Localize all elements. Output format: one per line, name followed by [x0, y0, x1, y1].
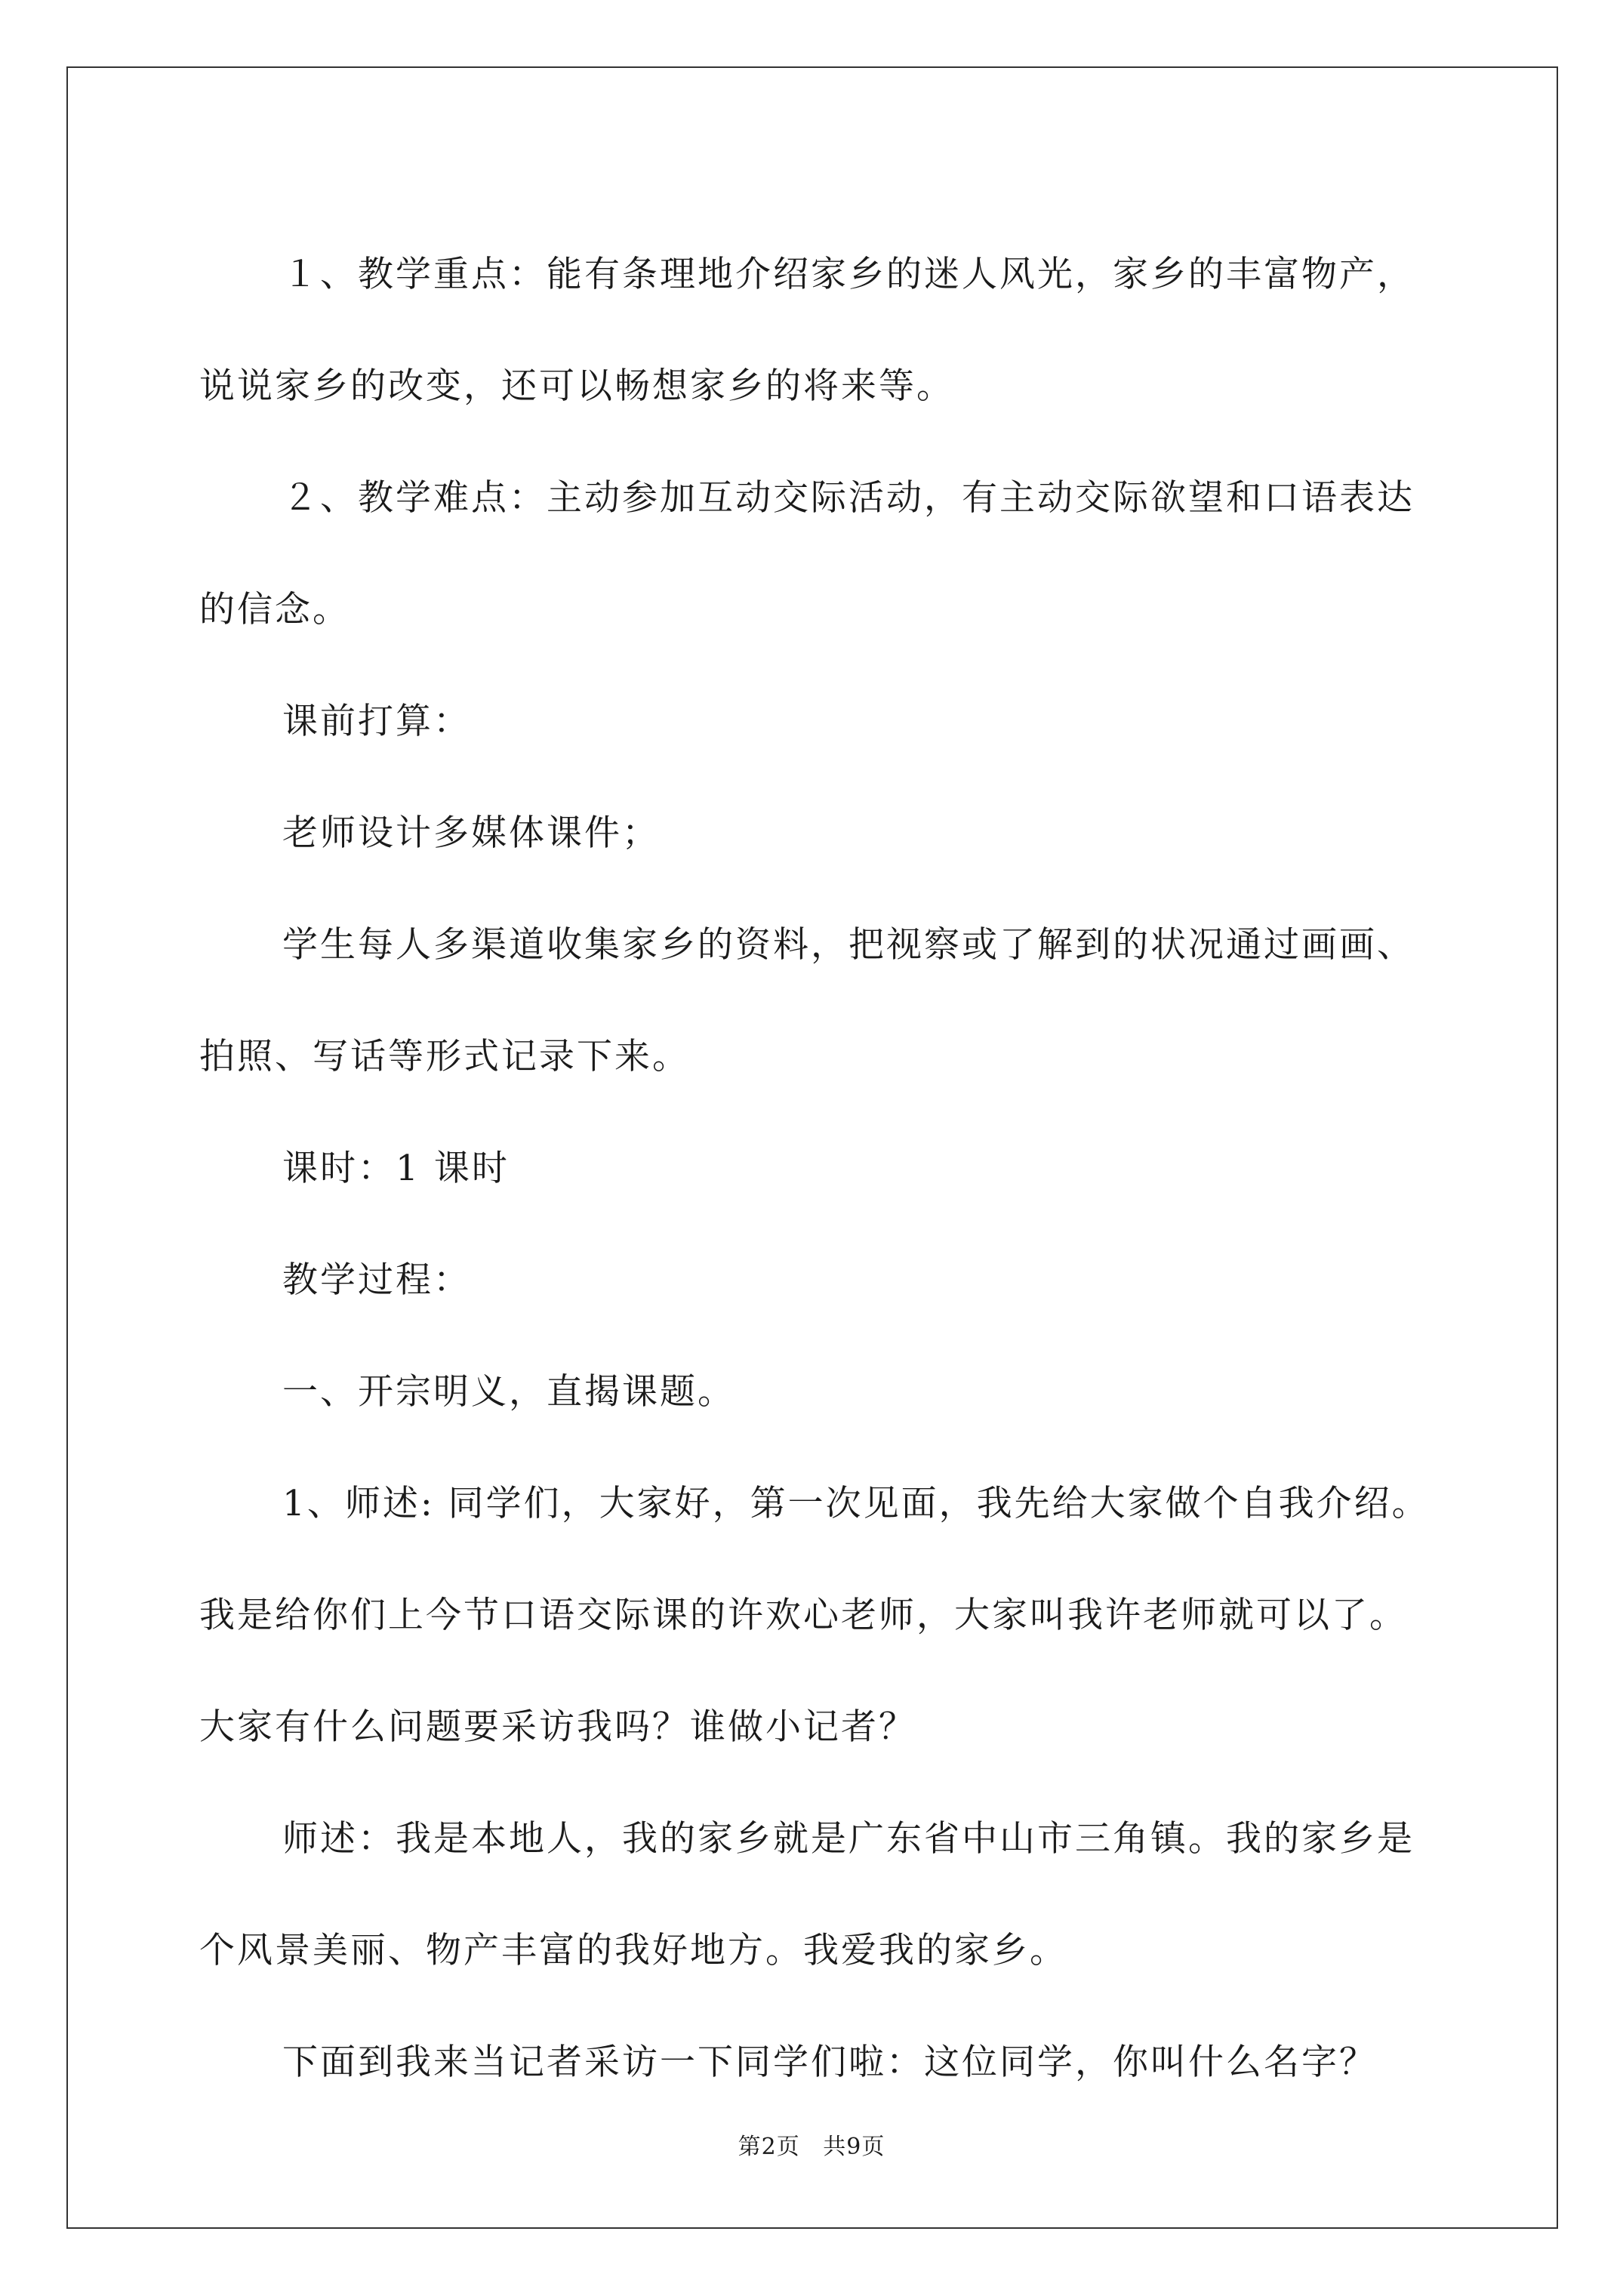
- paragraph-teacher-intro: 1、师述: 同学们，大家好，第一次见面，我先给大家做个自我介绍。我是给你们上今节口语交际课的许欢心老师，大家叫我许老师就可以了。大家有什么问题要采访我吗？谁做小记者？: [199, 1483, 1430, 1748]
- paragraph-teacher-prep: 老师设计多媒体课件；: [282, 812, 660, 854]
- page-number-current: 第2页: [738, 2134, 800, 2160]
- paragraph-student-prep: 学生每人多渠道收集家乡的资料，把视察或了解到的状况通过画画、拍照、写话等形式记录下来。: [199, 924, 1415, 1077]
- paragraph-section-one: 一、开宗明义，直揭课题。: [282, 1371, 735, 1413]
- page-footer: [0, 2128, 1623, 2161]
- paragraph-interview: 下面到我来当记者采访一下同学们啦：这位同学，你叫什么名字？: [282, 2042, 1377, 2083]
- paragraph-teaching-difficulty: ２、教学难点：主动参加互动交际活动，有主动交际欲望和口语表达的信念。: [199, 477, 1415, 630]
- paragraph-preparation-heading: 课前打算：: [282, 701, 471, 742]
- paragraph-class-hours: 课时：1 课时: [282, 1148, 510, 1189]
- document-body: [199, 219, 1437, 2119]
- paragraph-teaching-focus: １、教学重点：能有条理地介绍家乡的迷人风光，家乡的丰富物产，说说家乡的改变，还可以畅想家乡的将来等。: [199, 254, 1415, 407]
- page-number-total: 共9页: [823, 2134, 885, 2160]
- paragraph-process-heading: 教学过程：: [282, 1259, 471, 1301]
- paragraph-teacher-hometown: 师述：我是本地人，我的家乡就是广东省中山市三角镇。我的家乡是个风景美丽、物产丰富的我好地方。我爱我的家乡。: [199, 1818, 1415, 1971]
